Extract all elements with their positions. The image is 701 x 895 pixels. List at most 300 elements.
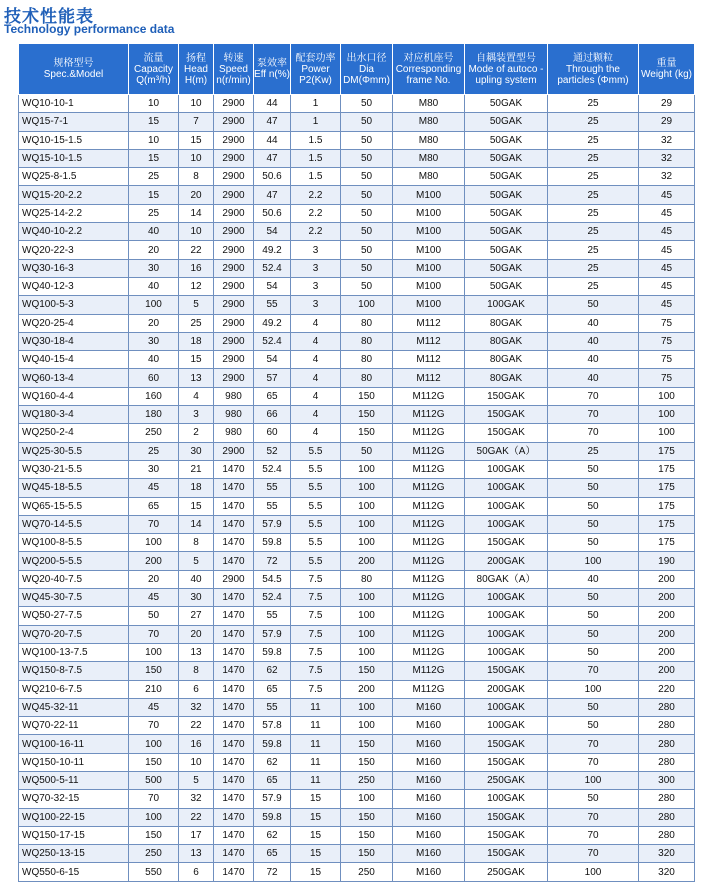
table-cell: 25 [548,113,639,131]
table-cell: 40 [179,570,214,588]
table-cell: 54 [254,351,291,369]
table-cell: 100 [341,296,393,314]
table-cell: 45 [639,296,695,314]
table-cell: M160 [393,790,465,808]
table-cell: 10 [179,149,214,167]
table-cell: 22 [179,241,214,259]
model-cell: WQ150-10-11 [19,753,129,771]
table-cell: 15 [291,826,341,844]
table-cell: 50.6 [254,168,291,186]
table-cell: 57.9 [254,515,291,533]
table-cell: 45 [129,698,179,716]
table-cell: 14 [179,515,214,533]
table-cell: 70 [548,406,639,424]
table-cell: 30 [179,589,214,607]
table-cell: 25 [548,95,639,113]
table-cell: 4 [291,387,341,405]
table-cell: 200 [639,643,695,661]
table-cell: 1470 [214,497,254,515]
table-cell: 44 [254,95,291,113]
model-cell: WQ30-16-3 [19,259,129,277]
model-cell: WQ500-5-11 [19,771,129,789]
table-cell: 300 [639,771,695,789]
table-cell: 150 [129,826,179,844]
table-cell: 50 [341,442,393,460]
table-cell: 220 [639,680,695,698]
table-cell: 66 [254,406,291,424]
table-cell: 150 [129,662,179,680]
table-cell: 150 [341,808,393,826]
table-cell: 57 [254,369,291,387]
table-cell: 100GAK [465,643,548,661]
table-cell: M112G [393,387,465,405]
table-cell: 54 [254,223,291,241]
table-cell: 72 [254,552,291,570]
model-cell: WQ100-8-5.5 [19,534,129,552]
table-cell: 40 [548,570,639,588]
table-cell: 1.5 [291,131,341,149]
table-cell: 3 [291,259,341,277]
model-cell: WQ70-20-7.5 [19,625,129,643]
table-cell: 5.5 [291,460,341,478]
table-cell: M100 [393,259,465,277]
table-row [19,497,695,515]
table-cell: 50 [548,534,639,552]
table-cell: 5 [179,552,214,570]
table-cell: M112G [393,406,465,424]
table-cell: 1.5 [291,168,341,186]
table-cell: 57.8 [254,717,291,735]
table-cell: 2900 [214,186,254,204]
table-cell: M160 [393,753,465,771]
table-cell: 8 [179,534,214,552]
table-cell: 10 [179,753,214,771]
table-cell: 50 [548,296,639,314]
table-cell: 500 [129,771,179,789]
table-cell: 1470 [214,479,254,497]
table-cell: 50 [548,717,639,735]
model-cell: WQ30-18-4 [19,332,129,350]
table-cell: M100 [393,277,465,295]
table-cell: 280 [639,717,695,735]
performance-table [18,43,695,882]
table-cell: 17 [179,826,214,844]
table-cell: 15 [291,863,341,881]
table-cell: 15 [291,790,341,808]
table-cell: 2900 [214,314,254,332]
table-cell: 1470 [214,826,254,844]
table-cell: 60 [254,424,291,442]
table-cell: 25 [548,277,639,295]
table-cell: M112 [393,351,465,369]
table-cell: 150GAK [465,406,548,424]
column-header [19,44,129,95]
model-cell: WQ50-27-7.5 [19,607,129,625]
table-row [19,826,695,844]
table-cell: 175 [639,497,695,515]
table-cell: 45 [639,259,695,277]
table-cell: M80 [393,113,465,131]
column-header [214,44,254,95]
table-cell: 100 [341,479,393,497]
table-row [19,698,695,716]
table-cell: 7.5 [291,680,341,698]
table-cell: 62 [254,826,291,844]
table-cell: 2900 [214,131,254,149]
column-header-chinese: 流量 [143,52,164,64]
table-cell: 150 [341,424,393,442]
model-cell: WQ40-10-2.2 [19,223,129,241]
table-cell: 100GAK [465,497,548,515]
model-cell: WQ70-32-15 [19,790,129,808]
table-cell: 25 [179,314,214,332]
table-cell: 2900 [214,570,254,588]
table-cell: 100GAK [465,460,548,478]
table-cell: 320 [639,863,695,881]
table-cell: 70 [129,717,179,735]
table-cell: 50 [341,204,393,222]
table-cell: 32 [639,168,695,186]
table-cell: 150GAK [465,808,548,826]
table-cell: 200GAK [465,552,548,570]
table-cell: 70 [548,387,639,405]
table-cell: 160 [129,387,179,405]
table-cell: 25 [548,241,639,259]
table-cell: 100 [129,808,179,826]
table-cell: 180 [129,406,179,424]
table-cell: 2900 [214,442,254,460]
table-cell: 980 [214,424,254,442]
table-cell: 29 [639,95,695,113]
table-row [19,131,695,149]
table-cell: 175 [639,534,695,552]
table-cell: 2900 [214,277,254,295]
column-header-english: Eff n(%) [254,69,290,80]
table-cell: 175 [639,515,695,533]
model-cell: WQ100-5-3 [19,296,129,314]
table-cell: 13 [179,845,214,863]
table-cell: M112G [393,424,465,442]
table-cell: 75 [639,369,695,387]
table-cell: M100 [393,296,465,314]
table-cell: 80GAK [465,314,548,332]
model-cell: WQ25-30-5.5 [19,442,129,460]
table-cell: 50GAK [465,186,548,204]
table-cell: 25 [548,149,639,167]
table-cell: M160 [393,863,465,881]
table-row [19,534,695,552]
table-cell: M112G [393,479,465,497]
table-cell: 2900 [214,223,254,241]
table-cell: 50GAK [465,277,548,295]
table-cell: 47 [254,149,291,167]
table-cell: 50GAK（A） [465,442,548,460]
table-cell: 50GAK [465,259,548,277]
table-row [19,95,695,113]
table-cell: 50 [341,241,393,259]
table-cell: 80 [341,351,393,369]
model-cell: WQ100-13-7.5 [19,643,129,661]
table-cell: 50 [341,131,393,149]
table-cell: 40 [129,223,179,241]
column-header-chinese: 配套功率 [295,52,336,64]
table-cell: 100 [341,790,393,808]
table-cell: 175 [639,479,695,497]
table-cell: 4 [291,314,341,332]
table-cell: 25 [548,186,639,204]
table-cell: 1470 [214,534,254,552]
model-cell: WQ45-32-11 [19,698,129,716]
table-cell: 15 [129,149,179,167]
table-cell: 1 [291,113,341,131]
table-row [19,460,695,478]
table-cell: 100 [341,625,393,643]
table-cell: 250 [129,845,179,863]
table-cell: 45 [129,589,179,607]
table-row [19,625,695,643]
table-cell: 65 [129,497,179,515]
table-cell: 70 [548,826,639,844]
table-cell: 100 [639,406,695,424]
table-cell: 65 [254,771,291,789]
table-cell: 250 [341,863,393,881]
table-cell: 150GAK [465,424,548,442]
table-cell: 4 [291,369,341,387]
table-cell: 72 [254,863,291,881]
table-row [19,479,695,497]
model-cell: WQ150-17-15 [19,826,129,844]
table-cell: 25 [548,168,639,186]
table-cell: 250 [341,771,393,789]
table-cell: 40 [548,314,639,332]
table-cell: M112G [393,607,465,625]
table-cell: 75 [639,314,695,332]
table-cell: 45 [639,223,695,241]
table-cell: 2900 [214,113,254,131]
table-cell: 70 [548,662,639,680]
table-cell: 50GAK [465,95,548,113]
table-cell: M112G [393,497,465,515]
table-cell: 50 [341,95,393,113]
model-cell: WQ20-22-3 [19,241,129,259]
table-cell: 6 [179,680,214,698]
column-header-english: Through the particles (Φmm) [557,63,629,86]
table-cell: 80 [341,314,393,332]
table-row [19,442,695,460]
model-cell: WQ150-8-7.5 [19,662,129,680]
column-header-chinese: 转速 [223,52,244,64]
table-cell: 1470 [214,552,254,570]
table-cell: 44 [254,131,291,149]
table-cell: 320 [639,845,695,863]
table-cell: 100 [341,643,393,661]
table-cell: 150GAK [465,662,548,680]
table-cell: 1470 [214,698,254,716]
table-cell: 20 [179,186,214,204]
table-cell: 4 [291,351,341,369]
page-title-english: Technology performance data [4,22,175,36]
table-cell: 45 [639,186,695,204]
table-cell: 1470 [214,680,254,698]
table-cell: 100 [341,607,393,625]
table-cell: 20 [129,241,179,259]
column-header [129,44,179,95]
model-cell: WQ550-6-15 [19,863,129,881]
table-cell: 1470 [214,753,254,771]
model-cell: WQ25-14-2.2 [19,204,129,222]
table-cell: 52.4 [254,332,291,350]
table-cell: 2900 [214,241,254,259]
table-cell: 100 [548,771,639,789]
table-cell: 50 [341,186,393,204]
table-cell: 30 [129,460,179,478]
table-cell: 100 [129,296,179,314]
table-cell: 250GAK [465,863,548,881]
table-cell: 45 [639,241,695,259]
table-cell: 200 [639,570,695,588]
table-cell: 29 [639,113,695,131]
table-cell: 7.5 [291,589,341,607]
table-cell: 5.5 [291,442,341,460]
table-cell: 40 [548,369,639,387]
table-cell: 2900 [214,168,254,186]
table-cell: 4 [179,387,214,405]
table-cell: M80 [393,168,465,186]
table-cell: 80GAK [465,369,548,387]
table-cell: 150 [341,735,393,753]
table-cell: 32 [179,698,214,716]
table-cell: 25 [548,442,639,460]
table-cell: M160 [393,735,465,753]
table-cell: 7.5 [291,607,341,625]
table-cell: 5 [179,771,214,789]
table-cell: 13 [179,369,214,387]
table-cell: 100GAK [465,607,548,625]
table-cell: 280 [639,698,695,716]
table-cell: 7 [179,113,214,131]
model-cell: WQ65-15-5.5 [19,497,129,515]
table-cell: 11 [291,735,341,753]
table-cell: M112G [393,680,465,698]
table-cell: 22 [179,808,214,826]
table-cell: 50 [548,643,639,661]
table-cell: 2900 [214,204,254,222]
table-cell: 50GAK [465,168,548,186]
table-cell: 1470 [214,735,254,753]
table-cell: 32 [639,149,695,167]
table-cell: 25 [548,204,639,222]
table-row [19,113,695,131]
table-cell: 50GAK [465,113,548,131]
table-cell: 50 [548,589,639,607]
table-cell: 50 [548,790,639,808]
column-header-english: Weight (kg) [641,69,692,80]
table-cell: 100GAK [465,479,548,497]
table-cell: 50 [548,497,639,515]
table-cell: 280 [639,826,695,844]
table-cell: 100 [639,387,695,405]
table-cell: 25 [548,259,639,277]
table-cell: 8 [179,662,214,680]
table-cell: 100 [341,698,393,716]
table-cell: 4 [291,406,341,424]
table-cell: 280 [639,790,695,808]
table-row [19,808,695,826]
table-cell: 100GAK [465,625,548,643]
table-cell: M112G [393,570,465,588]
table-cell: 55 [254,607,291,625]
table-cell: 1470 [214,607,254,625]
model-cell: WQ60-13-4 [19,369,129,387]
model-cell: WQ10-10-1 [19,95,129,113]
table-cell: 1470 [214,808,254,826]
table-cell: 100 [341,460,393,478]
table-cell: 200 [341,680,393,698]
table-cell: 59.8 [254,808,291,826]
table-cell: M112G [393,643,465,661]
table-cell: 200 [639,625,695,643]
model-cell: WQ70-22-11 [19,717,129,735]
table-cell: 1470 [214,863,254,881]
table-cell: 5 [179,296,214,314]
table-header [19,44,695,95]
table-row [19,387,695,405]
model-cell: WQ180-3-4 [19,406,129,424]
table-cell: 2.2 [291,223,341,241]
table-cell: 100 [341,589,393,607]
table-cell: 15 [179,131,214,149]
table-cell: 15 [129,186,179,204]
table-cell: 65 [254,387,291,405]
table-cell: 100 [341,534,393,552]
column-header [291,44,341,95]
table-cell: 54.5 [254,570,291,588]
model-cell: WQ15-7-1 [19,113,129,131]
table-cell: M100 [393,223,465,241]
column-header [548,44,639,95]
table-cell: 20 [129,314,179,332]
table-cell: 50.6 [254,204,291,222]
table-cell: 550 [129,863,179,881]
table-cell: 280 [639,735,695,753]
column-header-english: Spec.&Model [43,69,104,80]
model-cell: WQ40-15-4 [19,351,129,369]
table-cell: 100 [548,863,639,881]
table-cell: 280 [639,753,695,771]
table-cell: 100 [129,735,179,753]
column-header [639,44,695,95]
table-cell: 70 [548,735,639,753]
table-cell: 57.9 [254,790,291,808]
page-title-chinese: 技术性能表 [4,7,94,26]
table-cell: 50 [341,113,393,131]
table-cell: 2900 [214,149,254,167]
table-cell: 100 [341,717,393,735]
table-cell: 3 [291,241,341,259]
table-cell: M160 [393,771,465,789]
table-cell: 50 [341,259,393,277]
table-cell: 980 [214,387,254,405]
table-row [19,570,695,588]
table-cell: 16 [179,259,214,277]
table-cell: 54 [254,277,291,295]
table-cell: 52.4 [254,259,291,277]
table-cell: 150 [341,387,393,405]
table-row [19,296,695,314]
table-cell: 150GAK [465,845,548,863]
table-cell: 59.8 [254,643,291,661]
table-cell: M160 [393,717,465,735]
